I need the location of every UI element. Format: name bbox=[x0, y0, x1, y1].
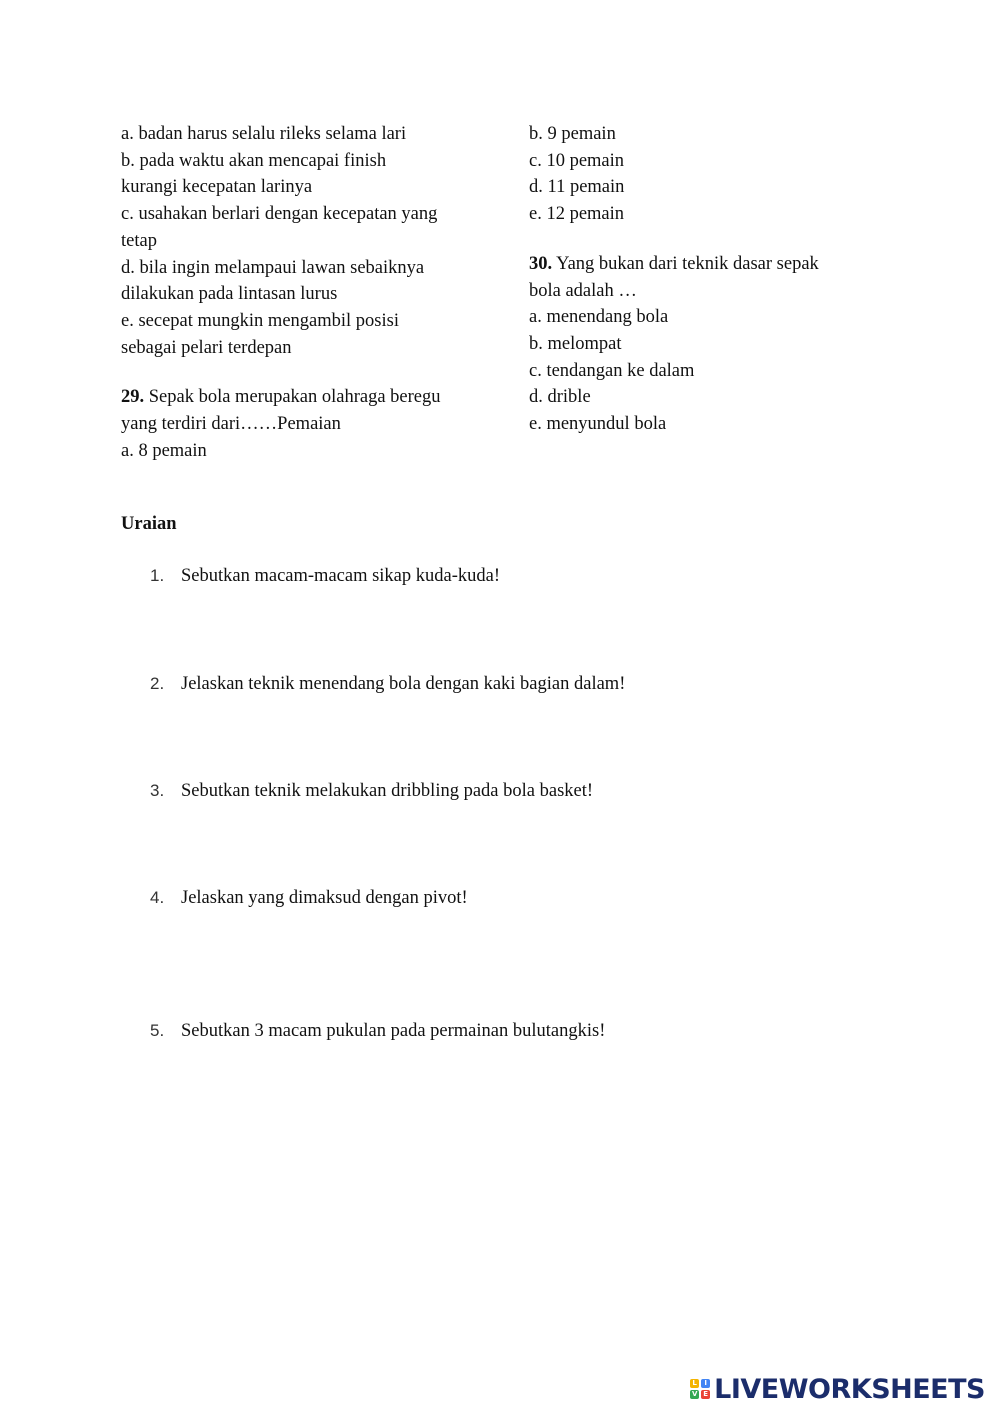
liveworksheets-logo bbox=[690, 1372, 985, 1406]
q29-number: 29. bbox=[121, 387, 145, 408]
q29-text-line1: Sepak bola merupakan olahraga beregu bbox=[144, 387, 441, 408]
essay-number-2: 2. bbox=[150, 674, 165, 693]
q28-option-d-line1: d. bila ingin melampaui lawan sebaiknya bbox=[121, 257, 425, 278]
left-column bbox=[121, 121, 491, 464]
essay-item-5 bbox=[150, 1021, 605, 1042]
q28-option-e-line2: sebagai pelari terdepan bbox=[121, 337, 292, 358]
q29-option-d: d. 11 pemain bbox=[529, 177, 625, 198]
uraian-heading: Uraian bbox=[121, 514, 177, 534]
essay-text-3: Sebutkan teknik melakukan dribbling pada bola basket! bbox=[181, 781, 594, 801]
essay-text-2: Jelaskan teknik menendang bola dengan kaki bagian dalam! bbox=[181, 674, 626, 694]
essay-item-2 bbox=[150, 674, 625, 695]
mark-tile-l: L bbox=[690, 1379, 699, 1388]
q29-option-e: e. 12 pemain bbox=[529, 204, 625, 225]
liveworksheets-mark-icon bbox=[690, 1379, 710, 1399]
q28-option-d-line2: dilakukan pada lintasan lurus bbox=[121, 284, 338, 305]
essay-text-4: Jelaskan yang dimaksud dengan pivot! bbox=[181, 888, 468, 908]
essay-number-3: 3. bbox=[150, 781, 165, 800]
q30-text-line1: Yang bukan dari teknik dasar sepak bbox=[552, 253, 819, 274]
q28-option-a: a. badan harus selalu rileks selama lari bbox=[121, 124, 407, 144]
right-column bbox=[529, 121, 889, 438]
essay-item-4 bbox=[150, 888, 468, 909]
q29-option-a: a. 8 pemain bbox=[121, 440, 207, 461]
essay-number-1: 1. bbox=[150, 566, 165, 585]
liveworksheets-wordmark: LIVEWORKSHEETS bbox=[714, 1373, 985, 1405]
q30-option-c: c. tendangan ke dalam bbox=[529, 360, 695, 381]
q29-question-line1 bbox=[121, 384, 491, 411]
q28-option-b-line1: b. pada waktu akan mencapai finish bbox=[121, 150, 387, 171]
essay-item-1 bbox=[150, 566, 500, 587]
q28-option-c-line2: tetap bbox=[121, 230, 157, 251]
q28-option-b-line2: kurangi kecepatan larinya bbox=[121, 177, 313, 198]
q30-option-b: b. melompat bbox=[529, 333, 622, 354]
mark-tile-e: E bbox=[701, 1390, 710, 1399]
essay-text-5: Sebutkan 3 macam pukulan pada permainan bulutangkis! bbox=[181, 1021, 606, 1041]
mark-tile-i: I bbox=[701, 1379, 710, 1388]
essay-text-1: Sebutkan macam-macam sikap kuda-kuda! bbox=[181, 566, 501, 586]
q28-option-e-line1: e. secepat mungkin mengambil posisi bbox=[121, 310, 399, 331]
q30-option-e: e. menyundul bola bbox=[529, 414, 667, 435]
q30-question-line1 bbox=[529, 251, 889, 278]
essay-number-4: 4. bbox=[150, 888, 165, 907]
q30-number: 30. bbox=[529, 253, 553, 274]
q29-question-line2: yang terdiri dari……Pemaian bbox=[121, 414, 341, 435]
essay-number-5: 5. bbox=[150, 1021, 165, 1040]
q29-option-c: c. 10 pemain bbox=[529, 150, 625, 171]
q28-option-c-line1: c. usahakan berlari dengan kecepatan yang bbox=[121, 204, 438, 225]
q30-option-a: a. menendang bola bbox=[529, 307, 669, 328]
q30-question-line2: bola adalah … bbox=[529, 280, 637, 301]
q29-option-b: b. 9 pemain bbox=[529, 124, 616, 144]
essay-item-3 bbox=[150, 781, 593, 802]
mark-tile-v: V bbox=[691, 1390, 698, 1398]
q30-option-d: d. drible bbox=[529, 387, 591, 408]
